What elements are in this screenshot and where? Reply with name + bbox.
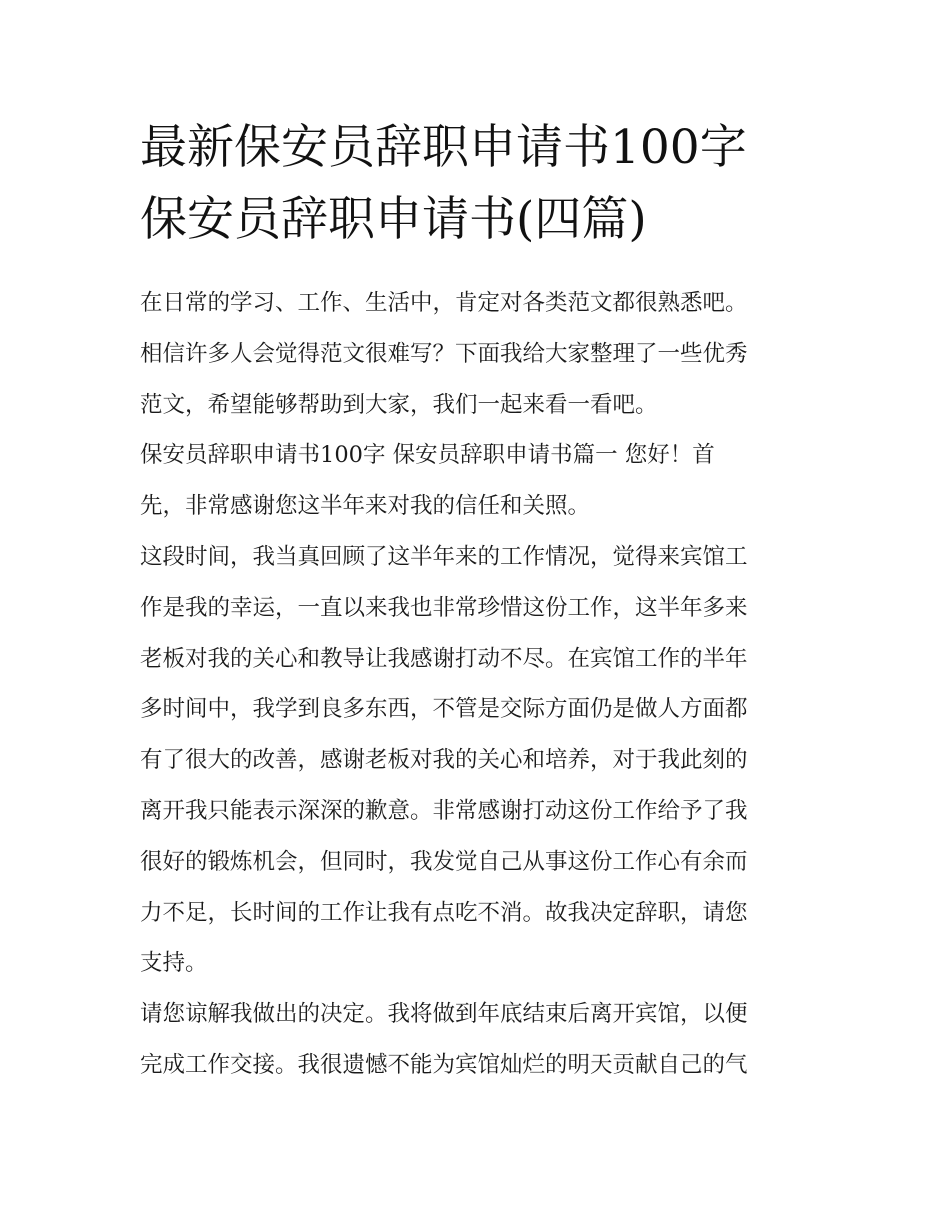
text-line: 有了很大的改善，感谢老板对我的关心和培养，对于我此刻的 (140, 747, 748, 774)
paragraph-intro (140, 278, 816, 430)
paragraph-body (140, 532, 816, 989)
text-line: 支持。 (140, 950, 208, 977)
text-line: 很好的锻炼机会，但同时，我发觉自己从事这份工作心有余而 (140, 848, 748, 875)
text-line: 完成工作交接。我很遗憾不能为宾馆灿烂的明天贡献自己的气 (140, 1051, 748, 1078)
text-line: 保安员辞职申请书100字 保安员辞职申请书篇一 您好！首 (140, 442, 715, 469)
text-line: 在日常的学习、工作、生活中，肯定对各类范文都很熟悉吧。 (140, 290, 748, 316)
document-title (140, 112, 830, 256)
text-line: 老板对我的关心和教导让我感谢打动不尽。在宾馆工作的半年 (140, 645, 748, 672)
text-line: 先，非常感谢您这半年来对我的信任和关照。 (140, 493, 591, 520)
text-line: 范文，希望能够帮助到大家，我们一起来看一看吧。 (140, 391, 658, 418)
text-line: 力不足，长时间的工作让我有点吃不消。故我决定辞职，请您 (140, 899, 748, 926)
title-line: 保安员辞职申请书(四篇) (140, 192, 647, 247)
title-line: 最新保安员辞职申请书100字 (140, 120, 747, 175)
text-line: 离开我只能表示深深的歉意。非常感谢打动这份工作给予了我 (140, 797, 748, 824)
text-line: 多时间中，我学到良多东西，不管是交际方面仍是做人方面都 (140, 696, 748, 723)
text-line: 这段时间，我当真回顾了这半年来的工作情况，觉得来宾馆工 (140, 543, 748, 570)
document-body (140, 278, 816, 1091)
paragraph-greeting (140, 430, 816, 532)
text-line: 请您谅解我做出的决定。我将做到年底结束后离开宾馆，以便 (140, 1001, 748, 1028)
text-line: 作是我的幸运，一直以来我也非常珍惜这份工作，这半年多来 (140, 594, 748, 621)
paragraph-closing (140, 989, 816, 1091)
text-line: 相信许多人会觉得范文很难写？下面我给大家整理了一些优秀 (140, 340, 748, 367)
